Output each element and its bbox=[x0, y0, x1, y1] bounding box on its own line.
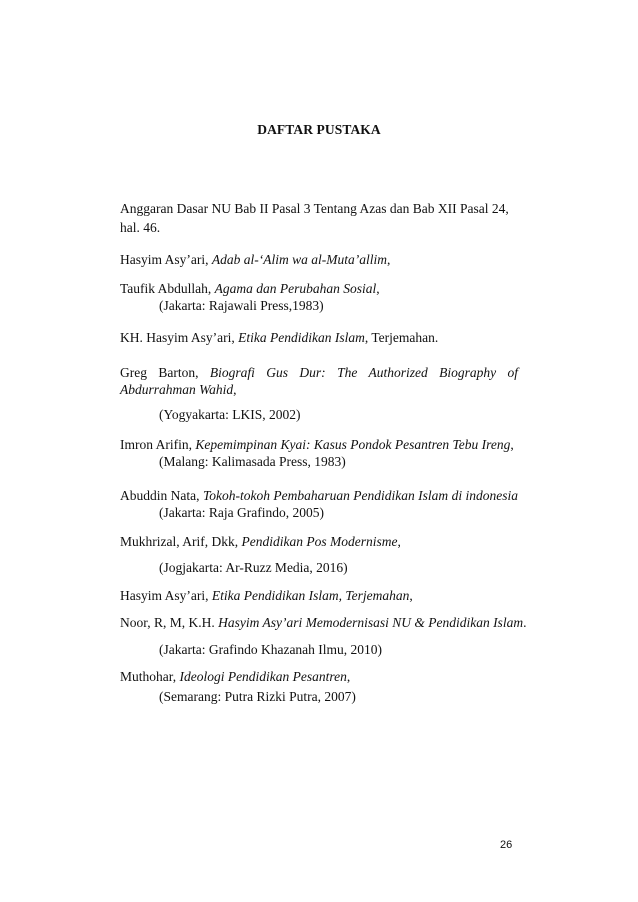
reference-5-line-1 bbox=[120, 364, 518, 382]
reference-6-author: Imron Arifin, bbox=[120, 437, 196, 452]
reference-9 bbox=[120, 587, 413, 605]
reference-3 bbox=[120, 280, 380, 298]
reference-8-title: Pendidikan Pos Modernisme bbox=[241, 534, 398, 549]
reference-3-author: Taufik Abdullah, bbox=[120, 281, 215, 296]
reference-2-author: Hasyim Asy’ari, bbox=[120, 252, 212, 267]
reference-11 bbox=[120, 668, 350, 686]
page-title: DAFTAR PUSTAKA bbox=[257, 122, 381, 137]
reference-4 bbox=[120, 329, 438, 347]
reference-5-trail: , bbox=[233, 382, 237, 397]
reference-10-publisher: (Jakarta: Grafindo Khazanah Ilmu, 2010) bbox=[159, 642, 383, 657]
reference-3-trail: , bbox=[376, 281, 380, 296]
reference-11-title: Ideologi Pendidikan Pesantren bbox=[179, 669, 347, 684]
page-number: 26 bbox=[500, 839, 513, 851]
reference-3-title: Agama dan Perubahan Sosial bbox=[214, 281, 377, 296]
reference-10-title: Hasyim Asy’ari Memodernisasi NU & Pendidikan Islam bbox=[218, 615, 524, 630]
reference-8-publisher: (Jogjakarta: Ar-Ruzz Media, 2016) bbox=[159, 560, 348, 575]
reference-1-line-1: Anggaran Dasar NU Bab II Pasal 3 Tentang Azas dan Bab XII Pasal 24, bbox=[120, 201, 509, 216]
reference-9-author: Hasyim Asy’ari, bbox=[120, 588, 212, 603]
reference-6 bbox=[120, 436, 514, 454]
reference-8 bbox=[120, 533, 401, 551]
reference-6-title: Kepemimpinan Kyai: Kasus Pondok Pesantren Tebu Ireng bbox=[195, 437, 511, 452]
reference-11-publisher: (Semarang: Putra Rizki Putra, 2007) bbox=[159, 689, 356, 704]
reference-4-trail: , Terjemahan. bbox=[364, 330, 439, 345]
reference-1-line-2: hal. 46. bbox=[120, 220, 161, 235]
reference-5-line-2 bbox=[120, 381, 237, 399]
reference-2-trail: , bbox=[386, 252, 391, 267]
reference-9-trail: , bbox=[409, 588, 413, 603]
reference-11-trail: , bbox=[346, 669, 351, 684]
reference-5-author: Greg Barton, bbox=[120, 365, 210, 380]
reference-4-title: Etika Pendidikan Islam bbox=[238, 330, 365, 345]
reference-10-author: Noor, R, M, K.H. bbox=[120, 615, 219, 630]
reference-5-title-part-2: Abdurrahman Wahid bbox=[120, 382, 234, 397]
reference-8-trail: , bbox=[397, 534, 401, 549]
reference-2-title: Adab al-‘Alim wa al-Muta’allim bbox=[211, 252, 387, 267]
reference-7-title: Tokoh-tokoh Pembaharuan Pendidikan Islam di indonesia bbox=[202, 488, 518, 503]
reference-9-title: Etika Pendidikan Islam, Terjemahan bbox=[211, 588, 410, 603]
reference-2 bbox=[120, 251, 390, 269]
reference-10 bbox=[120, 614, 526, 632]
reference-6-trail: , bbox=[510, 437, 514, 452]
reference-5-title-part-1: Biografi Gus Dur: The Authorized Biography of bbox=[209, 365, 518, 380]
reference-8-author: Mukhrizal, Arif, Dkk, bbox=[120, 534, 242, 549]
reference-5-publisher: (Yogyakarta: LKIS, 2002) bbox=[159, 407, 301, 422]
reference-11-author: Muthohar, bbox=[120, 669, 180, 684]
reference-7-publisher: (Jakarta: Raja Grafindo, 2005) bbox=[159, 505, 324, 520]
reference-10-trail: . bbox=[523, 615, 527, 630]
reference-7-author: Abuddin Nata, bbox=[120, 488, 203, 503]
reference-7 bbox=[120, 487, 518, 505]
reference-4-author: KH. Hasyim Asy’ari, bbox=[120, 330, 239, 345]
reference-3-publisher: (Jakarta: Rajawali Press,1983) bbox=[159, 298, 324, 313]
reference-6-publisher: (Malang: Kalimasada Press, 1983) bbox=[159, 454, 346, 469]
